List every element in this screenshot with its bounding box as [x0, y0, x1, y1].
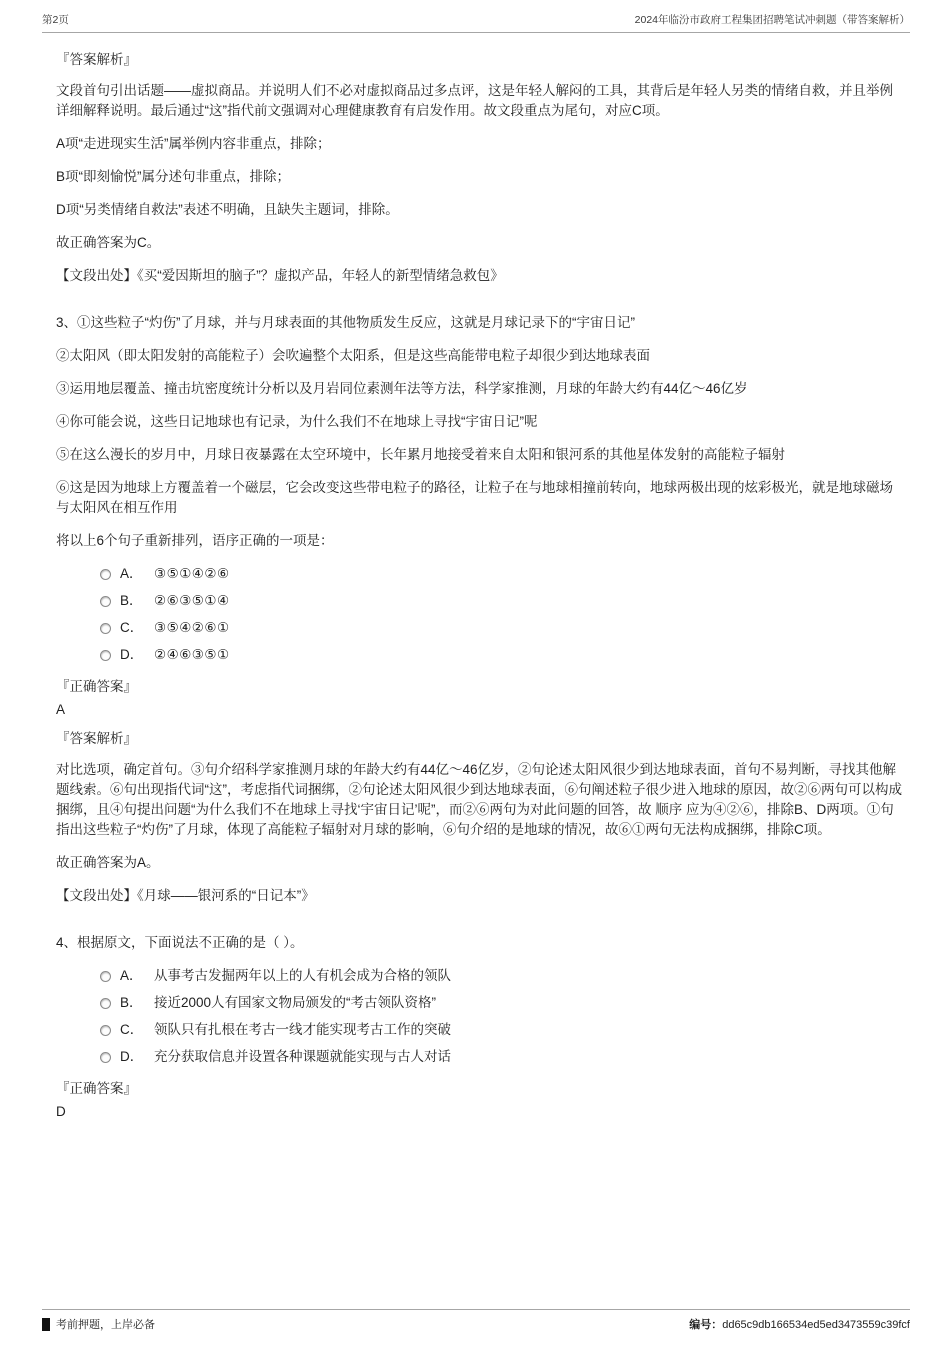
analysis-paragraph: D项“另类情绪自救法”表述不明确，且缺失主题词，排除。 [56, 202, 399, 217]
analysis-conclusion: 故正确答案为C。 [56, 235, 161, 250]
option-letter: B． [120, 995, 143, 1010]
option-letter: A． [120, 968, 143, 983]
correct-answer-label: 『正确答案』 [56, 679, 137, 694]
section-divider [56, 299, 906, 313]
option-row-a[interactable] [100, 564, 906, 584]
option-text: 充分获取信息并设置各种课题就能实现与古人对话 [154, 1049, 451, 1064]
option-letter: D． [120, 1049, 144, 1064]
footer-serial [689, 1316, 910, 1332]
section-divider [56, 919, 906, 933]
option-row-a[interactable] [100, 966, 906, 986]
option-text: ②④⑥③⑤① [154, 647, 230, 662]
option-letter: C． [120, 1022, 144, 1037]
serial-label: 编号： [689, 1319, 723, 1331]
source-line: 【文段出处】《买“爱因斯坦的脑子”？虚拟产品，年轻人的新型情绪急救包》 [56, 268, 504, 283]
option-row-b[interactable] [100, 591, 906, 611]
option-text: ③⑤①④②⑥ [154, 566, 230, 581]
option-row-c[interactable] [100, 618, 906, 638]
option-text: 从事考古发掘两年以上的人有机会成为合格的领队 [154, 968, 451, 983]
analysis-conclusion: 故正确答案为A。 [56, 855, 160, 870]
correct-answer-value: D [56, 1104, 66, 1119]
radio-button[interactable] [100, 998, 111, 1009]
page-footer [42, 1309, 910, 1332]
correct-answer-label: 『正确答案』 [56, 1081, 137, 1096]
radio-button[interactable] [100, 596, 111, 607]
question-sentence: ⑥这是因为地球上方覆盖着一个磁层，它会改变这些带电粒子的路径，让粒子在与地球相撞前转向，地球两极出现的炫彩极光，就是地球磁场与太阳风在相互作用 [56, 480, 893, 515]
option-letter: C． [120, 620, 144, 635]
q3-options [56, 564, 906, 665]
option-letter: B． [120, 593, 143, 608]
analysis-paragraph: 对比选项，确定首句。③句介绍科学家推测月球的年龄大约有44亿～46亿岁，②句论述太阳风很少到达地球表面，首句不易判断，寻找其他解题线索。⑥句出现指代词“这”，考虑指代词捆绑，②句论述太阳风很少到达地球表面，⑥句阐述粒子很少进入地球的原因，故②⑥两句可以构成捆绑，且④句提出问题“为什么我们不在地球上寻找‘宇宙日记’呢”，而②⑥两句为对此问题的回答，故 顺序 应为④②⑥，排除B、D两项。①句指出这些粒子“灼伤”了月球，体现了高能粒子辐射对月球的影响，⑥句介绍的是地球的情况，故⑥①两句无法构成捆绑，排除C项。 [56, 762, 902, 837]
option-text: ③⑤④②⑥① [154, 620, 230, 635]
analysis-paragraph: 文段首句引出话题——虚拟商品。并说明人们不必对虚拟商品过多点评，这是年轻人解闷的工具，其背后是年轻人另类的情绪自救，并且举例详细解释说明。最后通过“这”指代前文强调对心理健康教育有启发作用。故文段重点为尾句，对应C项。 [56, 83, 893, 118]
analysis-label: 『答案解析』 [56, 52, 137, 67]
radio-button[interactable] [100, 1052, 111, 1063]
option-text: 领队只有扎根在考古一线才能实现考古工作的突破 [154, 1022, 451, 1037]
question-sentence: ②太阳风（即太阳发射的高能粒子）会吹遍整个太阳系，但是这些高能带电粒子却很少到达地球表面 [56, 348, 650, 363]
option-row-d[interactable] [100, 1047, 906, 1067]
option-letter: D． [120, 647, 144, 662]
footer-marker-icon [42, 1318, 50, 1331]
question-prompt: 将以上6个句子重新排列，语序正确的一项是： [56, 533, 334, 548]
question-sentence: 3、①这些粒子“灼伤”了月球，并与月球表面的其他物质发生反应，这就是月球记录下的“宇宙日记” [56, 315, 635, 330]
footer-slogan-wrap [42, 1316, 155, 1332]
serial-value: dd65c9db166534ed5ed3473559c39fcf [722, 1319, 910, 1331]
analysis-paragraph: B项“即刻愉悦”属分述句非重点，排除； [56, 169, 290, 184]
question-sentence: ④你可能会说，这些日记地球也有记录，为什么我们不在地球上寻找“宇宙日记”呢 [56, 414, 538, 429]
option-row-d[interactable] [100, 645, 906, 665]
option-row-b[interactable] [100, 993, 906, 1013]
q4-options [56, 966, 906, 1067]
option-letter: A． [120, 566, 143, 581]
question-sentence: ③运用地层覆盖、撞击坑密度统计分析以及月岩同位素测年法等方法，科学家推测，月球的年龄大约有44亿～46亿岁 [56, 381, 748, 396]
page-header [42, 12, 910, 33]
radio-button[interactable] [100, 1025, 111, 1036]
question-sentence: ⑤在这么漫长的岁月中，月球日夜暴露在太空环境中，长年累月地接受着来自太阳和银河系的其他星体发射的高能粒子辐射 [56, 447, 785, 462]
document-title: 2024年临汾市政府工程集团招聘笔试冲刺题（带答案解析） [634, 14, 910, 26]
option-text: 接近2000人有国家文物局颁发的“考古领队资格” [154, 995, 437, 1010]
option-row-c[interactable] [100, 1020, 906, 1040]
radio-button[interactable] [100, 971, 111, 982]
correct-answer-value: A [56, 702, 66, 717]
page-number: 第2页 [42, 14, 69, 26]
radio-button[interactable] [100, 623, 111, 634]
radio-button[interactable] [100, 569, 111, 580]
source-line: 【文段出处】《月球——银河系的“日记本”》 [56, 888, 315, 903]
footer-slogan: 考前押题，上岸必备 [56, 1319, 155, 1331]
document-body [56, 50, 906, 1131]
question-stem: 4、根据原文，下面说法不正确的是（ ）。 [56, 935, 304, 950]
analysis-label: 『答案解析』 [56, 731, 137, 746]
analysis-paragraph: A项“走进现实生活”属举例内容非重点，排除； [56, 136, 331, 151]
option-text: ②⑥③⑤①④ [154, 593, 230, 608]
radio-button[interactable] [100, 650, 111, 661]
